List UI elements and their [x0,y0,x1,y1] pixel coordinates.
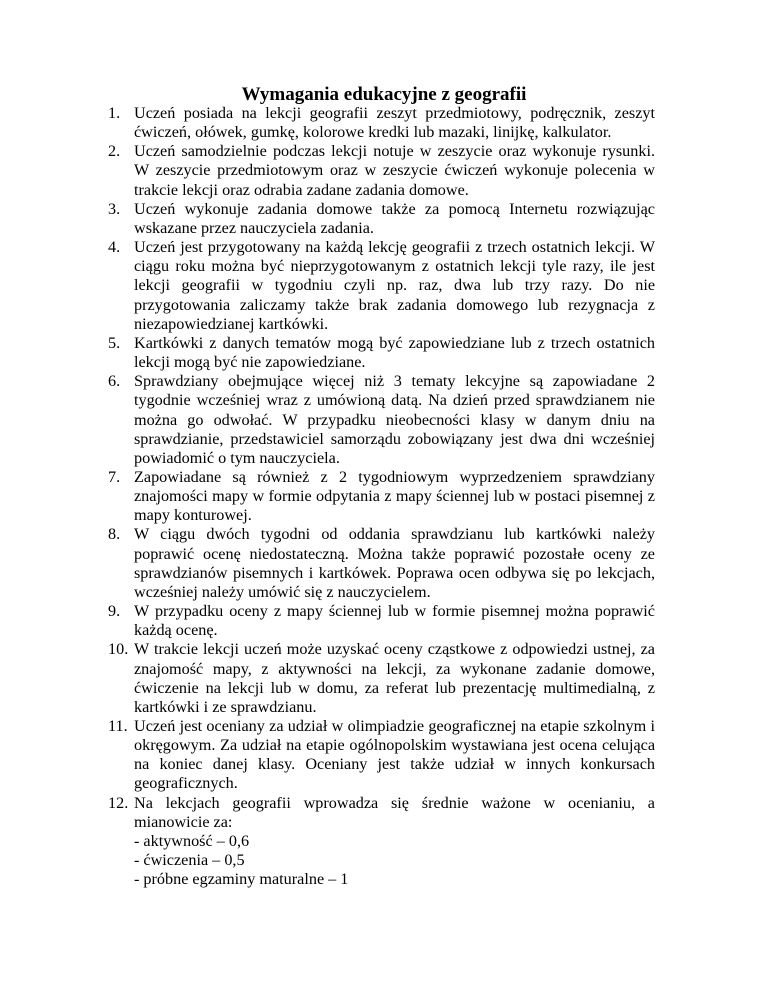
item-number: 10. [108,640,129,659]
item-number: 7. [108,467,121,486]
item-number: 1. [108,104,121,122]
item-number: 5. [108,333,121,352]
list-item [108,794,655,890]
list-item [108,104,655,142]
list-item [108,468,655,525]
item-text: Uczeń jest oceniany za udział w olimpiadzie geograficznej na etapie szkolnym i okręgowym. Za udział na etapie ogólnopolskim wystawiana jest ocena celująca na koniec danej klasy. Oceniany jest także udział w innych konkursach geograficznych. [134,717,655,793]
item-number: 2. [108,142,121,161]
item-text: Uczeń wykonuje zadania domowe także za pomocą Internetu rozwiązując wskazane przez nauczyciela zadania. [134,199,655,237]
list-item [108,640,655,717]
list-item [108,334,655,372]
item-text: Na lekcjach geografii wprowadza się średnie ważone w ocenianiu, a mianowicie za: [134,793,655,831]
list-item [108,525,655,602]
requirements-list [108,104,655,889]
item-text: Uczeń samodzielnie podczas lekcji notuje w zeszycie oraz wykonuje rysunki. W zeszycie przedmiotowym oraz w zeszycie ćwiczeń wykonuje polecenia w trakcie lekcji oraz odrabia zadane zadania domowe. [134,142,655,199]
weight-subitem: - próbne egzaminy maturalne – 1 [134,870,349,889]
item-text: W przypadku oceny z mapy ściennej lub w formie pisemnej można poprawić każdą ocenę. [134,602,655,640]
item-number: 3. [108,199,121,218]
item-text: W ciągu dwóch tygodni od oddania sprawdzianu lub kartkówki należy poprawić ocenę niedostateczną. Można także poprawić pozostałe oceny ze sprawdzianów pisemnych i kartkówek. Poprawa ocen odbywa się po lekcjach, wcześniej należy umówić się z nauczycielem. [134,525,655,601]
list-item [108,717,655,794]
list-item [108,238,655,334]
item-text: Uczeń jest przygotowany na każdą lekcję geografii z trzech ostatnich lekcji. W ciągu roku można być nieprzygotowanym z ostatnich lekcji tyle razy, ile jest lekcji geografii w tygodniu czyli np. raz, dwa lub trzy razy. Do nie przygotowania zaliczamy także brak zadania domowego lub rezygnacja z niezapowiedzianej kartkówki. [134,238,655,333]
item-text: Kartkówki z danych tematów mogą być zapowiedziane lub z trzech ostatnich lekcji mogą być nie zapowiedziane. [134,333,655,372]
list-item [108,372,655,468]
item-text: Uczeń posiada na lekcji geografii zeszyt przedmiotowy, podręcznik, zeszyt ćwiczeń, ołówek, gumkę, kolorowe kredki lub mazaki, linijkę, kalkulator. [134,104,655,142]
item-number: 4. [108,238,121,257]
list-item [108,142,655,199]
document-title: Wymagania edukacyjne z geografii [241,84,527,105]
item-text: W trakcie lekcji uczeń może uzyskać oceny cząstkowe z odpowiedzi ustnej, za znajomość mapy, z aktywności na lekcji, za wykonane zadanie domowe, ćwiczenie na lekcji lub w domu, za referat lub prezentację multimedialną, z kartkówki i ze sprawdzianu. [134,640,655,716]
item-text: Sprawdziany obejmujące więcej niż 3 tematy lekcyjne są zapowiadane 2 tygodnie wcześniej wraz z umówioną datą. Na dzień przed sprawdzianem nie można go odwołać. W przypadku nieobecności klasy w danym dniu na sprawdzianie, przedstawiciel samorządu zobowiązany jest dwa dni wcześniej powiadomić o tym nauczyciela. [134,372,655,467]
item-number: 6. [108,372,121,391]
item-number: 11. [108,717,128,735]
item-text: Zapowiadane są również z 2 tygodniowym wyprzedzeniem sprawdziany znajomości mapy w formie odpytania z mapy ściennej lub w postaci pisemnej z mapy konturowej. [134,467,655,525]
weight-subitem: - aktywność – 0,6 [134,831,250,850]
item-number: 8. [108,525,121,544]
list-item [108,200,655,238]
item-number: 12. [108,793,129,812]
item-number: 9. [108,602,121,621]
list-item [108,602,655,640]
weight-subitem: - ćwiczenia – 0,5 [134,851,245,870]
